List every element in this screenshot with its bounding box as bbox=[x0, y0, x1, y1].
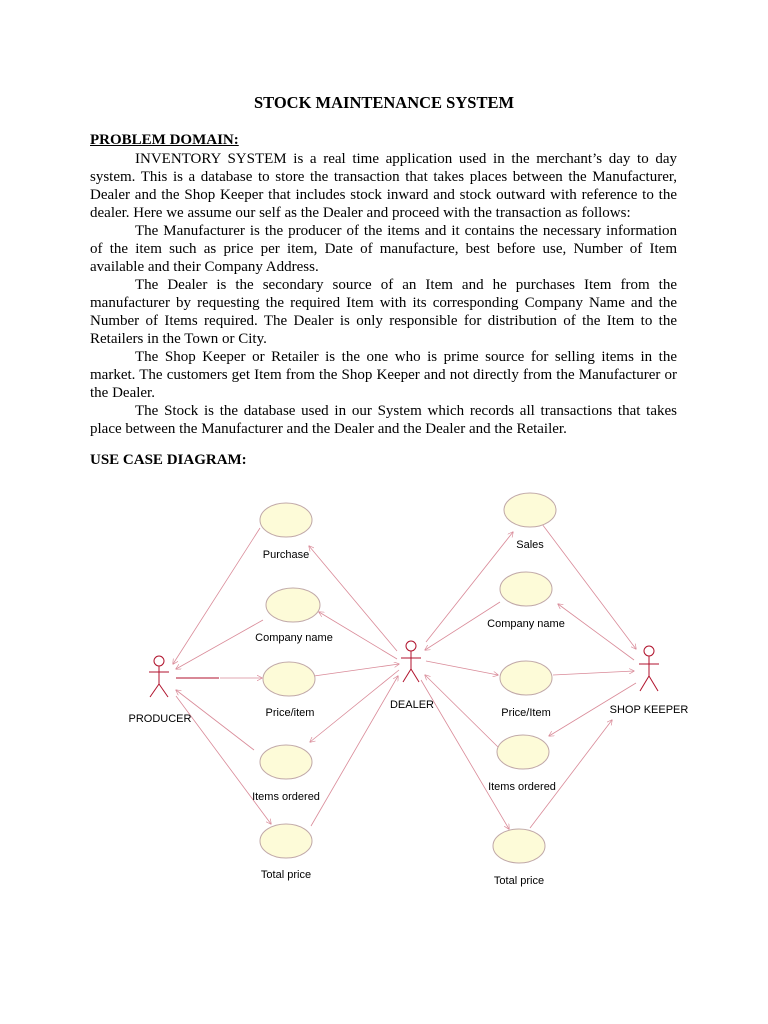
actor-label-dealer: DEALER bbox=[389, 699, 435, 711]
use-case-label-price-item-left: Price/item bbox=[265, 707, 315, 719]
page-title: STOCK MAINTENANCE SYSTEM bbox=[253, 93, 515, 112]
use-case-sales bbox=[504, 493, 556, 527]
use-case-label-price-item-right: Price/Item bbox=[501, 707, 551, 719]
use-case-diagram bbox=[0, 480, 768, 900]
use-case-purchase bbox=[260, 503, 312, 537]
use-case-company-name-right bbox=[500, 572, 552, 606]
use-case-company-name-left bbox=[266, 588, 320, 622]
arrow-dealer-to-totalprice bbox=[421, 680, 509, 829]
use-case-label-company-name-right: Company name bbox=[487, 618, 565, 630]
use-case-label-total-price-left: Total price bbox=[260, 869, 312, 881]
actor-label-producer: PRODUCER bbox=[128, 713, 192, 725]
use-case-price-item-right bbox=[500, 661, 552, 695]
arrow-purchase-to-producer bbox=[173, 528, 260, 664]
arrow-totalprice-to-dealer bbox=[311, 676, 398, 826]
use-case-price-item-left bbox=[263, 662, 315, 696]
problem-domain-body bbox=[90, 150, 677, 438]
use-case-total-price-left bbox=[260, 824, 312, 858]
arrow-sales-to-shopkeeper bbox=[542, 524, 636, 649]
use-case-label-company-name-left: Company name bbox=[255, 632, 333, 644]
use-case-heading: USE CASE DIAGRAM: bbox=[90, 452, 247, 468]
arrow-shopkeeper-to-companyname bbox=[558, 604, 634, 660]
use-case-items-ordered-left bbox=[260, 745, 312, 779]
arrow-dealer-to-priceitem bbox=[426, 661, 498, 675]
actor-dealer-icon bbox=[401, 641, 421, 682]
paragraph-shop-keeper: The Shop Keeper or Retailer is the one who is prime source for selling items in the market. The customers get Item from the Shop Keeper and not directly from the Manufacturer or the Dealer. bbox=[90, 349, 677, 401]
use-case-total-price-right bbox=[493, 829, 545, 863]
paragraph-stock: The Stock is the database used in our System which records all transactions that takes place between the Manufacturer and the Dealer and the Dealer and the Retailer. bbox=[90, 403, 677, 437]
paragraph-manufacturer: The Manufacturer is the producer of the items and it contains the necessary information of the item such as price per item, Date of manufacture, best before use, Number of Item available and their Company Address. bbox=[90, 223, 677, 275]
use-case-items-ordered-right bbox=[497, 735, 549, 769]
arrow-itemsordered-to-dealer bbox=[425, 675, 498, 747]
arrow-totalprice-to-shopkeeper bbox=[530, 720, 612, 828]
use-case-label-sales: Sales bbox=[516, 539, 544, 551]
actor-producer-icon bbox=[149, 656, 169, 697]
arrow-dealer-to-itemsordered bbox=[310, 670, 399, 742]
use-case-label-items-ordered-right: Items ordered bbox=[488, 781, 556, 793]
paragraph-dealer: The Dealer is the secondary source of an Item and he purchases Item from the manufacturer by requesting the required Item with its corresponding Company Name and the Number of Items required. The Dealer is only responsible for distribution of the Item to the Retailers in the Town or City. bbox=[90, 277, 677, 347]
arrow-priceitem-to-shopkeeper bbox=[553, 671, 634, 675]
problem-domain-heading: PROBLEM DOMAIN: bbox=[90, 132, 239, 148]
use-case-label-purchase: Purchase bbox=[262, 549, 310, 561]
use-case-label-items-ordered-left: Items ordered bbox=[252, 791, 320, 803]
actor-shop-keeper-icon bbox=[639, 646, 659, 691]
arrow-priceitem-to-dealer bbox=[314, 664, 399, 676]
actor-label-shop-keeper: SHOP KEEPER bbox=[609, 704, 689, 716]
paragraph-inventory-system: INVENTORY SYSTEM is a real time application used in the merchant’s day to day system. This is a database to store the transaction that takes places between the Manufacturer, Dealer and the Shop Keeper that includes stock inward and stock outward with reference to the dealer. Here we assume our self as the Dealer and proceed with the transaction as follows: bbox=[90, 151, 677, 221]
arrow-companyname-to-producer bbox=[176, 620, 263, 669]
use-case-label-total-price-right: Total price bbox=[493, 875, 545, 887]
